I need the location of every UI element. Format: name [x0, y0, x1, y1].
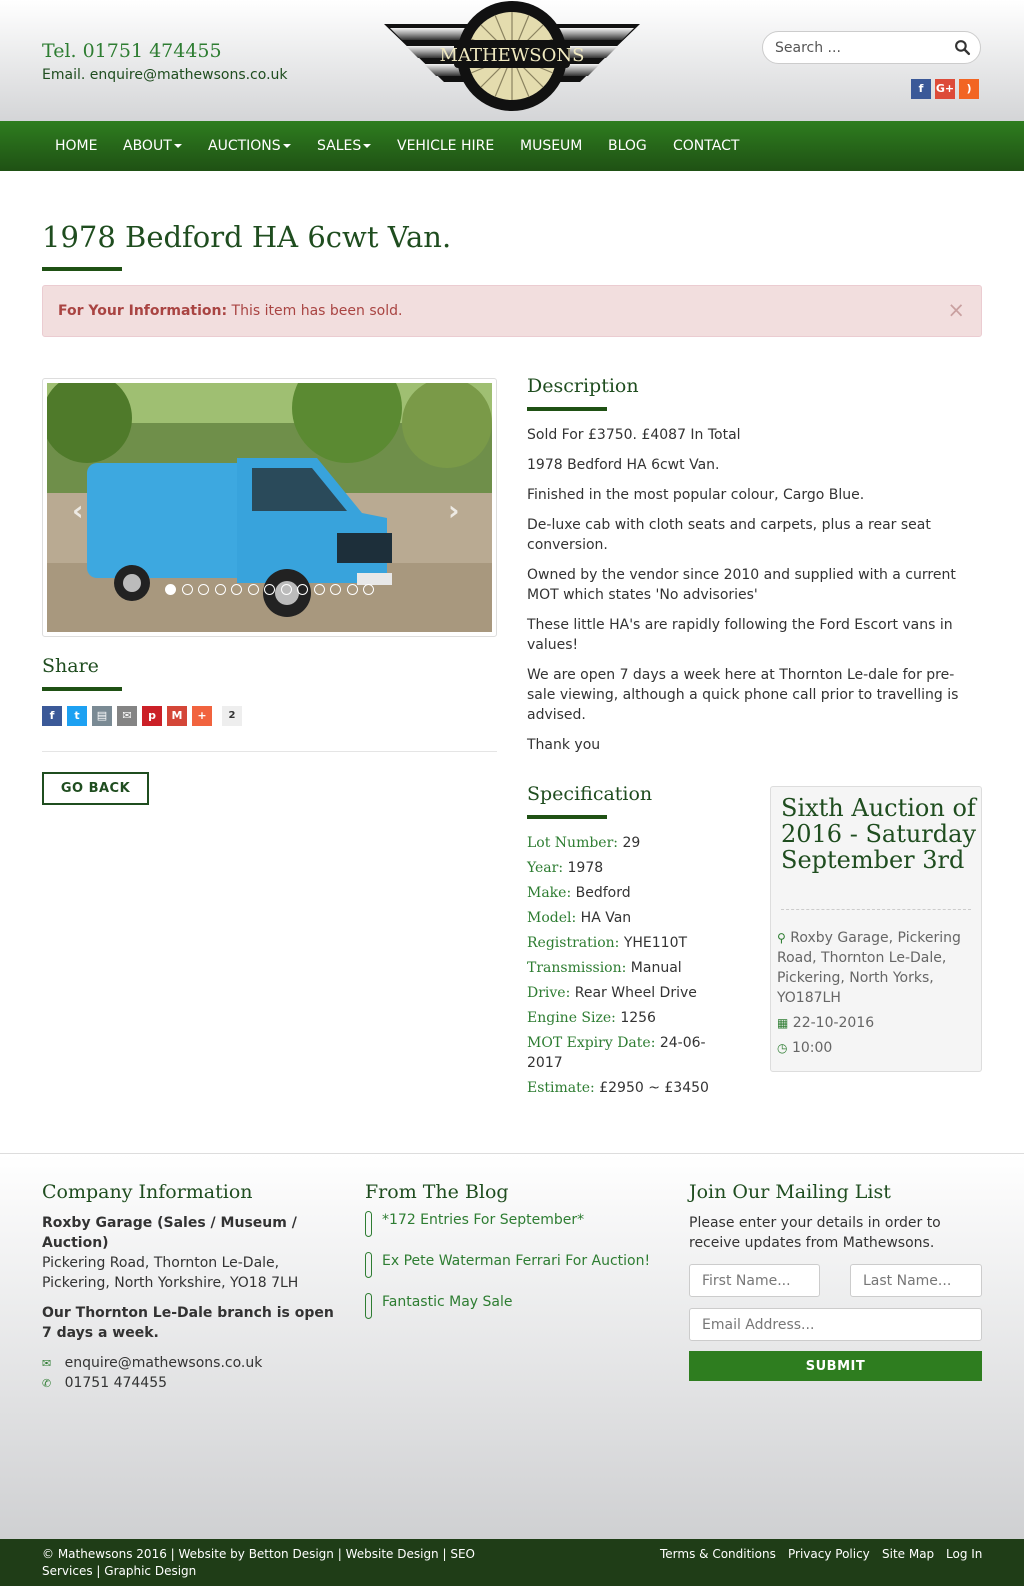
blog-bullet — [365, 1252, 372, 1278]
sitemap-link[interactable]: Site Map — [882, 1547, 935, 1561]
nav-home-label: HOME — [55, 138, 98, 154]
search-icon[interactable] — [954, 39, 971, 56]
description-underline — [527, 407, 607, 411]
spec-label: MOT Expiry Date: — [527, 1035, 656, 1051]
mathewsons-logo[interactable] — [384, 0, 640, 112]
blog-title: From The Blog — [365, 1181, 509, 1203]
share-count: 2 — [222, 706, 242, 726]
spec-estimate — [527, 1078, 767, 1098]
last-name-input[interactable] — [850, 1264, 982, 1297]
auction-date — [777, 1013, 977, 1033]
nav-museum-label: MUSEUM — [520, 138, 583, 154]
caret-down-icon — [283, 144, 291, 148]
envelope-icon: ✉ — [42, 1357, 52, 1370]
nav-sales-label: SALES — [317, 138, 362, 154]
nav-contact[interactable] — [673, 121, 739, 171]
spec-value: HA Van — [576, 910, 632, 926]
gallery-dot[interactable] — [198, 584, 209, 595]
page-title: 1978 Bedford HA 6cwt Van. — [42, 220, 452, 254]
share-more-icon[interactable]: + — [192, 706, 212, 726]
alert-label: For Your Information: — [58, 303, 228, 319]
description-paragraph: Thank you — [527, 737, 601, 753]
gallery-dot[interactable] — [281, 584, 292, 595]
auction-location — [777, 928, 977, 1008]
nav-blog[interactable] — [608, 121, 647, 171]
image-gallery[interactable] — [42, 378, 497, 637]
auction-time-text: 10:00 — [791, 1040, 833, 1056]
gallery-dot[interactable] — [264, 584, 275, 595]
google-plus-glyph: G+ — [935, 82, 955, 95]
description-paragraph: Finished in the most popular colour, Cargo Blue. — [527, 487, 865, 503]
spec-value: 1256 — [615, 1010, 656, 1026]
auction-info-box — [770, 786, 982, 1072]
share-print-icon[interactable]: ▤ — [92, 706, 112, 726]
gallery-next-icon[interactable]: › — [448, 494, 460, 527]
terms-link[interactable]: Terms & Conditions — [660, 1547, 776, 1561]
nav-auctions-label: AUCTIONS — [208, 138, 281, 154]
google-plus-icon[interactable] — [935, 79, 955, 99]
opening-hours: Our Thornton Le-Dale branch is open 7 days a week. — [42, 1305, 334, 1341]
share-facebook-icon[interactable]: f — [42, 706, 62, 726]
share-pinterest-icon[interactable]: p — [142, 706, 162, 726]
share-twitter-icon[interactable]: t — [67, 706, 87, 726]
nav-auctions[interactable] — [208, 121, 291, 171]
blog-link[interactable]: *172 Entries For September* — [382, 1212, 585, 1228]
facebook-glyph: f — [918, 82, 924, 95]
header-email[interactable]: Email. enquire@mathewsons.co.uk — [42, 67, 288, 83]
spec-label: Transmission: — [527, 960, 627, 976]
nav-contact-label: CONTACT — [673, 138, 740, 154]
share-title: Share — [42, 655, 99, 677]
bottom-bar — [0, 1539, 1024, 1586]
spec-label: Registration: — [527, 935, 620, 951]
caret-down-icon — [363, 144, 371, 148]
spec-lot-number — [527, 833, 737, 853]
blog-link[interactable]: Fantastic May Sale — [382, 1294, 513, 1310]
facebook-icon[interactable] — [911, 79, 931, 99]
go-back-button[interactable]: GO BACK — [42, 772, 149, 805]
calendar-icon: ▦ — [777, 1016, 789, 1030]
privacy-link[interactable]: Privacy Policy — [788, 1547, 870, 1561]
gallery-dot[interactable] — [363, 584, 374, 595]
gallery-dot[interactable] — [347, 584, 358, 595]
caret-down-icon — [174, 144, 182, 148]
auction-date-text: 22-10-2016 — [792, 1015, 875, 1031]
map-marker-icon: ⚲ — [777, 931, 786, 945]
nav-vehicle-hire[interactable] — [397, 121, 494, 171]
phone-icon: ✆ — [42, 1377, 52, 1390]
gallery-dot[interactable] — [297, 584, 308, 595]
gallery-dot[interactable] — [330, 584, 341, 595]
gallery-dot[interactable] — [314, 584, 325, 595]
gallery-dot[interactable] — [248, 584, 259, 595]
auction-time — [777, 1038, 977, 1058]
divider — [781, 909, 971, 910]
first-name-input[interactable] — [689, 1264, 820, 1297]
alert-text: This item has been sold. — [227, 303, 403, 319]
description-paragraph: Owned by the vendor since 2010 and supplied with a current MOT which states 'No advisories' — [527, 567, 956, 603]
search-input[interactable] — [775, 38, 945, 58]
main-nav — [0, 121, 1024, 171]
spec-year — [527, 858, 737, 878]
company-name: Roxby Garage (Sales / Museum / Auction) — [42, 1215, 297, 1251]
spec-value: Rear Wheel Drive — [570, 985, 697, 1001]
spec-value: 1978 — [563, 860, 604, 876]
spec-label: Estimate: — [527, 1080, 595, 1096]
email-address-input[interactable] — [689, 1308, 982, 1341]
spec-transmission — [527, 958, 737, 978]
nav-about-label: ABOUT — [123, 138, 172, 154]
nav-museum[interactable] — [520, 121, 582, 171]
gallery-dot[interactable] — [182, 584, 193, 595]
nav-blog-label: BLOG — [608, 138, 647, 154]
spec-label: Year: — [527, 860, 564, 876]
mailing-list-text: Please enter your details in order to receive updates from Mathewsons. — [689, 1215, 941, 1251]
share-email-icon[interactable]: ✉ — [117, 706, 137, 726]
spec-label: Model: — [527, 910, 577, 926]
spec-engine-size — [527, 1008, 737, 1028]
spec-value: Bedford — [571, 885, 631, 901]
gallery-dot[interactable] — [231, 584, 242, 595]
spec-model — [527, 908, 737, 928]
description-paragraph: 1978 Bedford HA 6cwt Van. — [527, 457, 720, 473]
blog-bullet — [365, 1293, 372, 1319]
spec-label: Engine Size: — [527, 1010, 616, 1026]
description-paragraph: We are open 7 days a week here at Thornton Le-dale for pre-sale viewing, although a quick phone call prior to travelling is advised. — [527, 667, 959, 723]
nav-sales[interactable] — [317, 121, 371, 171]
auction-title[interactable]: Sixth Auction of 2016 - Saturday September 3rd — [781, 794, 976, 874]
gallery-dot[interactable] — [215, 584, 226, 595]
description-paragraph: De-luxe cab with cloth seats and carpets, plus a rear seat conversion. — [527, 517, 931, 553]
divider — [42, 751, 497, 752]
spec-value: Manual — [626, 960, 682, 976]
specification-title: Specification — [527, 783, 653, 805]
close-icon[interactable]: × — [947, 298, 965, 322]
company-address: Pickering Road, Thornton Le-Dale, Pickering, North Yorkshire, YO18 7LH — [42, 1255, 299, 1291]
rss-icon[interactable] — [959, 79, 979, 99]
footer-phone-text: 01751 474455 — [64, 1375, 168, 1391]
spec-value: 24-06-2017 — [527, 1035, 706, 1071]
mailing-list-title: Join Our Mailing List — [689, 1181, 891, 1203]
search-box — [762, 31, 981, 64]
footer-email[interactable] — [42, 1353, 342, 1374]
spec-drive — [527, 983, 737, 1003]
login-link[interactable]: Log In — [946, 1547, 983, 1561]
spec-registration — [527, 933, 737, 953]
spec-value: 29 — [618, 835, 641, 851]
submit-button[interactable]: SUBMIT — [689, 1351, 982, 1381]
share-underline — [42, 687, 122, 691]
specification-underline — [527, 815, 607, 819]
nav-about[interactable] — [123, 121, 182, 171]
description-title: Description — [527, 375, 639, 397]
logo-text: MATHEWSONS — [439, 45, 585, 66]
sold-alert — [42, 285, 982, 337]
spec-value: £2950 ~ £3450 — [594, 1080, 709, 1096]
spec-mot-expiry — [527, 1033, 737, 1073]
blog-link[interactable]: Ex Pete Waterman Ferrari For Auction! — [382, 1253, 651, 1269]
description-paragraph: Sold For £3750. £4087 In Total — [527, 427, 741, 443]
share-gmail-icon[interactable]: M — [167, 706, 187, 726]
spec-value: YHE110T — [619, 935, 688, 951]
spec-label: Drive: — [527, 985, 571, 1001]
footer-email-text: enquire@mathewsons.co.uk — [64, 1355, 263, 1371]
site-header — [0, 0, 1024, 121]
footer-phone[interactable] — [42, 1373, 342, 1394]
spec-label: Make: — [527, 885, 572, 901]
auction-location-text: Roxby Garage, Pickering Road, Thornton Le-Dale, Pickering, North Yorks, YO187LH — [777, 930, 961, 1006]
clock-icon: ◷ — [777, 1041, 788, 1055]
gallery-prev-icon[interactable]: ‹ — [72, 494, 84, 527]
nav-vehicle-hire-label: VEHICLE HIRE — [397, 138, 495, 154]
spec-make — [527, 883, 737, 903]
alert-message — [58, 303, 402, 319]
nav-home[interactable] — [55, 121, 97, 171]
rss-glyph: ) — [966, 82, 972, 95]
title-underline — [42, 267, 122, 271]
description-paragraph: These little HA's are rapidly following the Ford Escort vans in values! — [527, 617, 953, 653]
blog-bullet — [365, 1211, 372, 1237]
gallery-dot[interactable] — [165, 584, 176, 595]
spec-label: Lot Number: — [527, 835, 618, 851]
header-phone[interactable]: Tel. 01751 474455 — [42, 40, 222, 62]
company-info-title: Company Information — [42, 1181, 253, 1203]
copyright-text: © Mathewsons 2016 | Website by Betton Design | Website Design | SEO Services | Graphic Design — [42, 1547, 475, 1578]
